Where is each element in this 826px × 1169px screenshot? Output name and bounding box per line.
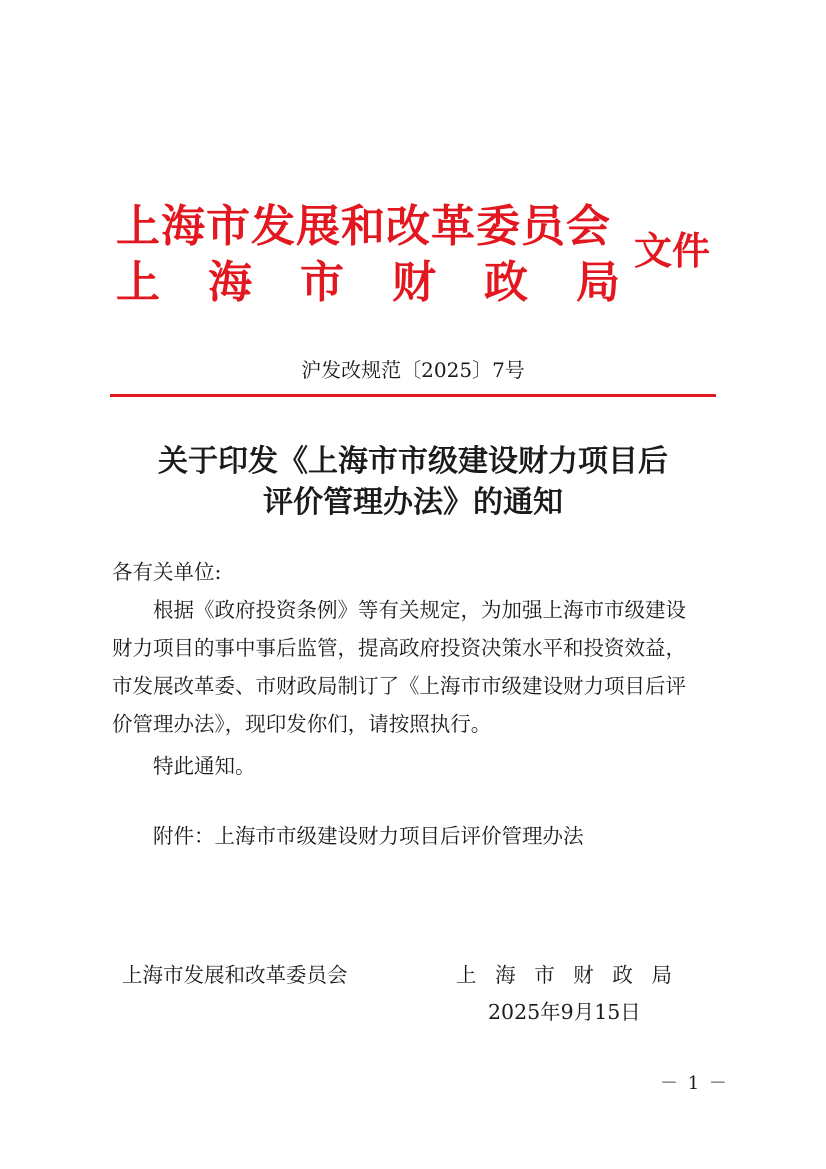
issuer-name-ndrc: 上海市发展和改革委员会 — [116, 201, 611, 252]
body-line: 市发展改革委、市财政局制订了《上海市市级建设财力项目后评 — [112, 674, 686, 698]
issuer-char: 市 — [300, 257, 344, 308]
signature-issuer-ndrc: 上海市发展和改革委员会 — [122, 963, 348, 987]
attachment-line: 附件：上海市市级建设财力项目后评价管理办法 — [153, 824, 584, 848]
document-title-line1: 关于印发《上海市市级建设财力项目后 — [158, 444, 668, 479]
issuer-char: 海 — [208, 257, 252, 308]
signature-char: 上 — [456, 963, 477, 987]
body-line: 财力项目的事中事后监管，提高政府投资决策水平和投资效益， — [112, 636, 686, 660]
issuer-char: 局 — [576, 257, 620, 308]
signature-issuer-finance-bureau — [456, 961, 672, 989]
signature-char: 海 — [495, 963, 516, 987]
issuer-char: 政 — [484, 257, 528, 308]
signature-char: 政 — [612, 963, 633, 987]
signature-char: 财 — [573, 963, 594, 987]
page-number: － 1 － — [660, 1073, 729, 1094]
signature-char: 市 — [534, 963, 555, 987]
body-line: 根据《政府投资条例》等有关规定，为加强上海市市级建设 — [153, 598, 686, 622]
issuer-char: 上 — [116, 257, 160, 308]
issuer-char: 财 — [392, 257, 436, 308]
document-number: 沪发改规范〔2025〕7号 — [301, 358, 525, 382]
signature-date: 2025年9月15日 — [488, 1000, 641, 1024]
red-divider — [110, 394, 716, 397]
closing-line: 特此通知。 — [153, 754, 256, 778]
body-line: 价管理办法》，现印发你们，请按照执行。 — [112, 712, 492, 736]
issuer-name-finance-bureau — [116, 257, 620, 309]
document-suffix: 文件 — [634, 228, 711, 273]
signature-char: 局 — [651, 963, 672, 987]
salutation: 各有关单位: — [112, 560, 222, 584]
document-title-line2: 评价管理办法》的通知 — [263, 485, 563, 520]
